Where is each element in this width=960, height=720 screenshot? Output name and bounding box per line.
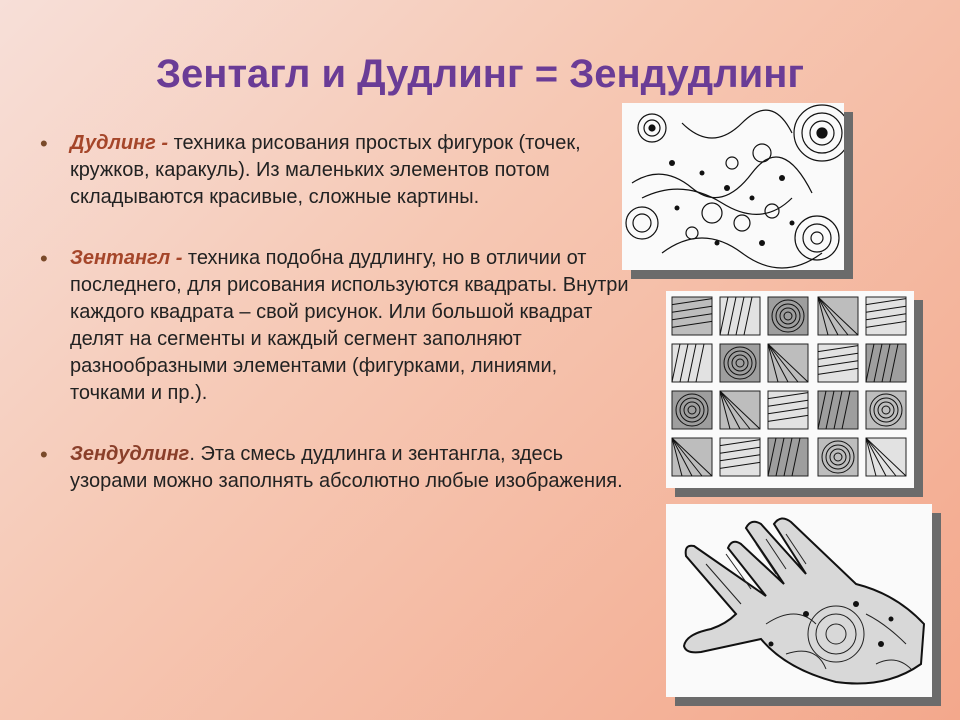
bullet-text: . Эта смесь дудлинга и зентангла, здесь узорами можно заполнять абсолютно любые изображения. <box>70 443 623 492</box>
bullet-text: техника подобна дудлингу, но в отличии от последнего, для рисования используются квадраты. Внутри каждого квадрата – свой рисунок. Или большой квадрат делят на сегменты и каждый сегмент заполняют разнообразными элементами (фигурками, линиями, точками и пр.). <box>70 247 629 404</box>
zentangle-tile <box>818 297 858 335</box>
bullet-doodling <box>40 130 630 211</box>
zentangle-tile <box>720 344 760 382</box>
zentangle-tile <box>818 344 858 382</box>
zentangle-tile <box>672 438 712 476</box>
bullet-list <box>40 130 630 521</box>
zentangle-tile <box>866 391 906 429</box>
bullet-term: Зендудлинг <box>70 443 190 465</box>
bullet-zentangle <box>40 245 630 407</box>
bullet-text: техника рисования простых фигурок (точек, кружков, каракуль). Из маленьких элементов потом складываются красивые, сложные картины. <box>70 132 581 208</box>
bullet-term: Зентангл - <box>70 247 183 269</box>
zentangle-tile <box>672 344 712 382</box>
bullet-zendoodling <box>40 441 630 495</box>
zentangle-grid-image <box>666 291 914 488</box>
zentangle-tile <box>768 391 808 429</box>
zentangle-tile <box>672 391 712 429</box>
slide-title: Зентагл и Дудлинг = Зендудлинг <box>155 52 805 96</box>
zentangle-tile <box>866 438 906 476</box>
doodle-pattern-image <box>622 103 844 270</box>
zendoodle-hand-image <box>666 504 932 697</box>
zentangle-tile <box>818 438 858 476</box>
zentangle-tile <box>818 391 858 429</box>
zentangle-tile <box>672 297 712 335</box>
bullet-term: Дудлинг - <box>70 132 169 154</box>
zentangle-tile <box>768 438 808 476</box>
zentangle-tile <box>720 438 760 476</box>
zentangle-tile <box>768 344 808 382</box>
zentangle-tile <box>720 391 760 429</box>
bullet-marker: • <box>40 246 48 271</box>
zentangle-tile <box>866 344 906 382</box>
bullet-marker: • <box>40 131 48 156</box>
zentangle-tile <box>866 297 906 335</box>
zentangle-tile <box>720 297 760 335</box>
bullet-marker: • <box>40 442 48 467</box>
zentangle-tile <box>768 297 808 335</box>
